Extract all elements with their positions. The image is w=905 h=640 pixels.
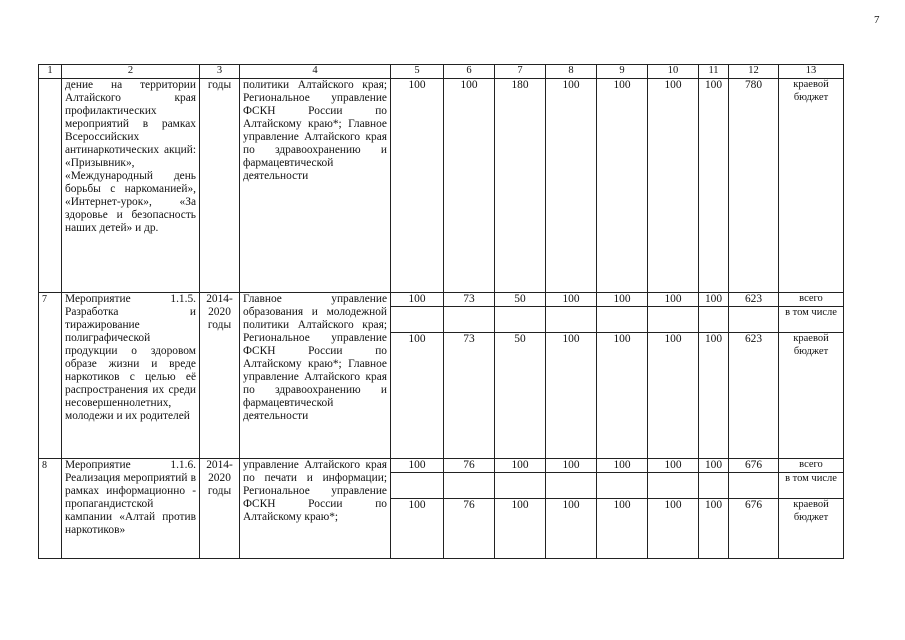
- empty-cell: [546, 473, 597, 499]
- empty-cell: [495, 307, 546, 333]
- value-cell: 100: [546, 499, 597, 559]
- funding-source-cell: в том числе: [779, 307, 844, 333]
- value-cell: 100: [699, 499, 729, 559]
- row-number-cell: 7: [39, 293, 62, 459]
- value-cell: 100: [391, 333, 444, 459]
- executor-cell: Главное управление образования и молодежной политики Алтайского края; Региональное управление ФСКН России по Алтайскому краю*; Главное управление Алтайского края по здравоохранению и фармацевтической деятельности: [240, 293, 391, 459]
- header-cell: 13: [779, 65, 844, 79]
- header-cell: 6: [444, 65, 495, 79]
- empty-cell: [391, 473, 444, 499]
- value-cell: 100: [391, 499, 444, 559]
- empty-cell: [391, 307, 444, 333]
- value-cell: 100: [699, 293, 729, 307]
- total-cell: 676: [729, 499, 779, 559]
- page-number: 7: [874, 14, 880, 26]
- table-row: [39, 293, 844, 307]
- value-cell: 100: [648, 459, 699, 473]
- empty-cell: [444, 473, 495, 499]
- funding-source-cell: краевой бюджет: [779, 499, 844, 559]
- value-cell: 100: [546, 293, 597, 307]
- value-cell: 100: [699, 79, 729, 293]
- header-cell: 1: [39, 65, 62, 79]
- value-cell: 100: [699, 333, 729, 459]
- value-cell: 100: [597, 293, 648, 307]
- empty-cell: [699, 307, 729, 333]
- value-cell: 100: [391, 79, 444, 293]
- value-cell: 73: [444, 293, 495, 307]
- value-cell: 100: [495, 499, 546, 559]
- value-cell: 100: [546, 459, 597, 473]
- header-cell: 11: [699, 65, 729, 79]
- header-row: [39, 65, 844, 79]
- activity-name-cell: Мероприятие 1.1.5. Разработка и тиражирование полиграфической продукции о здоровом образе жизни и вреде наркотиков с целью её распространения их среди несовершеннолетних, молодежи и их родителей: [62, 293, 200, 459]
- empty-cell: [444, 307, 495, 333]
- row-number-cell: 8: [39, 459, 62, 559]
- table-row: [39, 79, 844, 293]
- value-cell: 76: [444, 499, 495, 559]
- empty-cell: [597, 307, 648, 333]
- value-cell: 100: [597, 459, 648, 473]
- value-cell: 100: [444, 79, 495, 293]
- value-cell: 180: [495, 79, 546, 293]
- empty-cell: [546, 307, 597, 333]
- funding-source-cell: краевой бюджет: [779, 79, 844, 293]
- total-cell: 780: [729, 79, 779, 293]
- header-cell: 4: [240, 65, 391, 79]
- value-cell: 100: [597, 79, 648, 293]
- empty-cell: [648, 307, 699, 333]
- value-cell: 100: [648, 293, 699, 307]
- total-cell: 623: [729, 293, 779, 307]
- value-cell: 100: [495, 459, 546, 473]
- funding-source-cell: краевой бюджет: [779, 333, 844, 459]
- value-cell: 50: [495, 333, 546, 459]
- activity-name-cell: дение на территории Алтайского края профилактических мероприятий в рамках Всероссийских антинаркотических акций: «Призывник», «Международный день борьбы с наркоманией», «Интернет-урок», «За здоровье и безопасность наших детей» и др.: [62, 79, 200, 293]
- empty-cell: [729, 307, 779, 333]
- value-cell: 73: [444, 333, 495, 459]
- value-cell: 50: [495, 293, 546, 307]
- value-cell: 100: [648, 79, 699, 293]
- years-cell: годы: [200, 79, 240, 293]
- table-row: [39, 459, 844, 473]
- value-cell: 100: [648, 333, 699, 459]
- years-cell: 2014-2020 годы: [200, 293, 240, 459]
- header-cell: 8: [546, 65, 597, 79]
- value-cell: 100: [391, 459, 444, 473]
- header-cell: 12: [729, 65, 779, 79]
- funding-source-cell: в том числе: [779, 473, 844, 499]
- value-cell: 76: [444, 459, 495, 473]
- empty-cell: [597, 473, 648, 499]
- empty-cell: [699, 473, 729, 499]
- empty-cell: [648, 473, 699, 499]
- executor-cell: политики Алтайского края; Региональное управление ФСКН России по Алтайскому краю*; Главное управление Алтайского края по здравоохранению и фармацевтической деятельности: [240, 79, 391, 293]
- value-cell: 100: [699, 459, 729, 473]
- total-cell: 623: [729, 333, 779, 459]
- header-cell: 5: [391, 65, 444, 79]
- header-cell: 3: [200, 65, 240, 79]
- row-number-cell: [39, 79, 62, 293]
- value-cell: 100: [648, 499, 699, 559]
- empty-cell: [729, 473, 779, 499]
- header-cell: 9: [597, 65, 648, 79]
- empty-cell: [495, 473, 546, 499]
- program-table: [38, 64, 844, 559]
- funding-source-cell: всего: [779, 293, 844, 307]
- executor-cell: управление Алтайского края по печати и информации; Региональное управление ФСКН России по Алтайскому краю*;: [240, 459, 391, 559]
- header-cell: 7: [495, 65, 546, 79]
- header-cell: 10: [648, 65, 699, 79]
- funding-source-cell: всего: [779, 459, 844, 473]
- value-cell: 100: [597, 499, 648, 559]
- value-cell: 100: [546, 333, 597, 459]
- value-cell: 100: [546, 79, 597, 293]
- header-cell: 2: [62, 65, 200, 79]
- value-cell: 100: [391, 293, 444, 307]
- total-cell: 676: [729, 459, 779, 473]
- activity-name-cell: Мероприятие 1.1.6. Реализация мероприятий в рамках информационно - пропагандистской кампании «Алтай против наркотиков»: [62, 459, 200, 559]
- years-cell: 2014-2020 годы: [200, 459, 240, 559]
- value-cell: 100: [597, 333, 648, 459]
